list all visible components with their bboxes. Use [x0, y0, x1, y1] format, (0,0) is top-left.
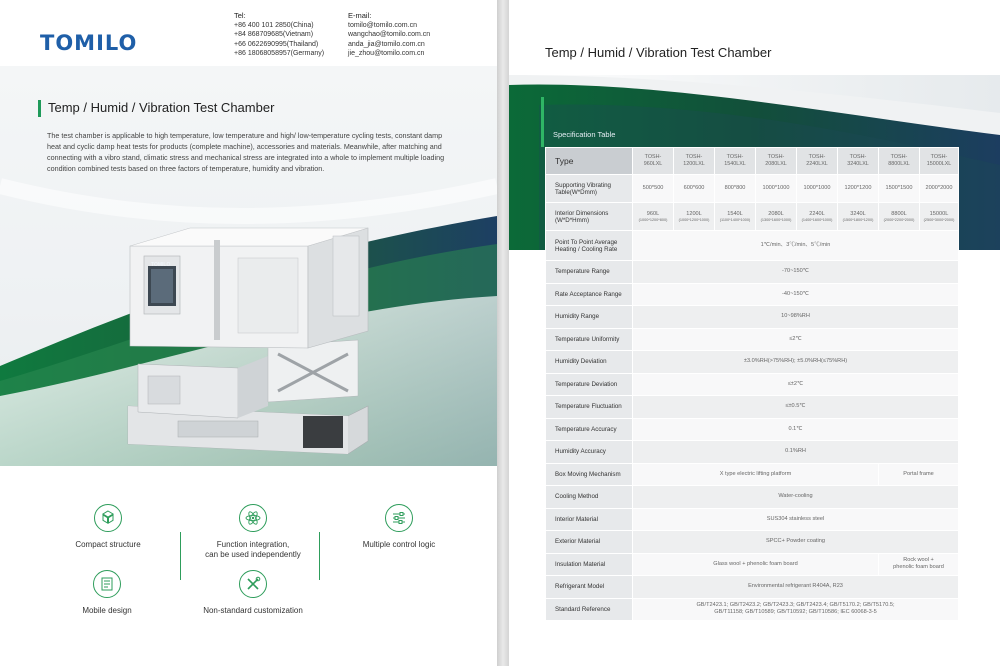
param-name: Humidity Accuracy	[546, 441, 633, 464]
param-name: Interior Dimensions (W*D*Hmm)	[546, 203, 633, 231]
machine-brand-label: TOMILO	[151, 262, 171, 268]
table-row	[546, 283, 959, 306]
list-icon	[93, 570, 121, 598]
value-cell: 1200L (1000*1200*1000)	[674, 203, 715, 231]
param-name: Exterior Material	[546, 531, 633, 554]
value-cell: 8800L (2000*2200*2000)	[879, 203, 920, 231]
param-name: Cooling Method	[546, 486, 633, 509]
table-row	[546, 373, 959, 396]
value-cell: Glass wool + phenolic foam board	[633, 553, 879, 576]
param-name: Humidity Deviation	[546, 351, 633, 374]
param-name: Point To Point Average Heating / Cooling Rate	[546, 231, 633, 261]
value-cell: 1000*1000	[756, 175, 797, 203]
param-name: Supporting Vibrating Table(W*Dmm)	[546, 175, 633, 203]
param-name: Temperature Fluctuation	[546, 396, 633, 419]
param-name: Box Moving Mechanism	[546, 463, 633, 486]
value-cell: GB/T2423.1; GB/T2423.2; GB/T2423.3; GB/T2423.4; GB/T5170.2; GB/T5170.5; GB/T11158; GB/T10589; GB/T10592; GB/T10586; IEC 60068-3-5	[633, 598, 959, 621]
table-row	[546, 553, 959, 576]
feature-divider	[319, 532, 320, 580]
param-name: Rate Acceptance Range	[546, 283, 633, 306]
email-block	[348, 11, 430, 59]
feature-non-standard	[193, 570, 313, 616]
tel-block	[234, 11, 324, 59]
param-name: Temperature Range	[546, 261, 633, 284]
table-row	[546, 598, 959, 621]
table-row	[546, 531, 959, 554]
value-cell: 15000L (2500*3000*2000)	[920, 203, 959, 231]
features-section	[0, 466, 497, 666]
tel-line: +86 18068058957(Germany)	[234, 50, 325, 57]
value-cell: 2000*2000	[920, 175, 959, 203]
model-cell: TOSH- 2080LXL	[756, 148, 797, 175]
tools-icon	[239, 570, 267, 598]
spec-table	[545, 147, 959, 621]
tel-label: Tel:	[234, 11, 246, 20]
value-cell: 1500*1500	[879, 175, 920, 203]
feature-function-integration	[193, 504, 313, 560]
feature-divider	[180, 532, 181, 580]
table-row	[546, 231, 959, 261]
value-cell: X type electric lifting platform	[633, 463, 879, 486]
model-cell: TOSH- 2240LXL	[797, 148, 838, 175]
tel-line: +66 0622690995(Thailand)	[234, 40, 319, 48]
feature-mobile-design	[57, 570, 157, 616]
value-cell: 10~98%RH	[633, 306, 959, 329]
value-cell: 0.1℃	[633, 418, 959, 441]
title-accent-bar	[38, 100, 41, 117]
model-cell: TOSH- 1200LXL	[674, 148, 715, 175]
atom-icon	[239, 504, 267, 532]
value-cell: Water-cooling	[633, 486, 959, 509]
model-cell: TOSH- 15000LXL	[920, 148, 959, 175]
table-row	[546, 261, 959, 284]
page-fold	[497, 0, 509, 666]
table-row	[546, 396, 959, 419]
left-page	[0, 0, 497, 666]
spec-page-title: Temp / Humid / Vibration Test Chamber	[545, 45, 772, 60]
param-name: Interior Material	[546, 508, 633, 531]
tel-line: +86 400 101 2850(China)	[234, 21, 314, 29]
value-cell: 2240L (1400*1600*1000)	[797, 203, 838, 231]
feature-label: Compact structure	[75, 540, 141, 549]
email-line: wangchao@tomilo.com.cn	[348, 31, 431, 38]
value-cell: 500*500	[633, 175, 674, 203]
param-name: Type	[546, 148, 633, 175]
value-cell: Portal frame	[879, 463, 959, 486]
email-line: anda_jia@tomilo.com.cn	[348, 40, 425, 48]
param-name: Standard Reference	[546, 598, 633, 621]
table-row	[546, 486, 959, 509]
table-row	[546, 306, 959, 329]
hero-title: Temp / Humid / Vibration Test Chamber	[48, 100, 275, 115]
table-row	[546, 175, 959, 203]
table-row	[546, 463, 959, 486]
feature-label: Function integration, can be used independently	[205, 540, 301, 559]
feature-label: Non-standard customization	[203, 606, 303, 615]
value-cell: SUS304 stainless steel	[633, 508, 959, 531]
value-cell: ±3.0%RH(>75%RH); ±5.0%RH(≤75%RH)	[633, 351, 959, 374]
value-cell: ≤2℃	[633, 328, 959, 351]
value-cell: 2080L (1300*1600*1000)	[756, 203, 797, 231]
param-name: Insulation Material	[546, 553, 633, 576]
param-name: Temperature Accuracy	[546, 418, 633, 441]
param-name: Refrigerant Model	[546, 576, 633, 599]
model-cell: TOSH- 8800LXL	[879, 148, 920, 175]
value-cell: Rock wool + phenolic foam board	[879, 553, 959, 576]
value-cell: -40~150℃	[633, 283, 959, 306]
table-row	[546, 508, 959, 531]
value-cell: 600*600	[674, 175, 715, 203]
value-cell: 800*800	[715, 175, 756, 203]
table-row	[546, 576, 959, 599]
email-line: tomilo@tomilo.com.cn	[348, 21, 417, 29]
email-line: jie_zhou@tomilo.com.cn	[348, 50, 425, 57]
model-cell: TOSH- 1540LXL	[715, 148, 756, 175]
table-row	[546, 203, 959, 231]
feature-label: Multiple control logic	[362, 540, 436, 549]
hero-section	[0, 66, 497, 466]
table-row	[546, 351, 959, 374]
param-name: Humidity Range	[546, 306, 633, 329]
param-name: Temperature Uniformity	[546, 328, 633, 351]
spec-table-header: Specification Table	[553, 130, 616, 139]
value-cell: ≤±2℃	[633, 373, 959, 396]
value-cell: 1000*1000	[797, 175, 838, 203]
value-cell: -70~150℃	[633, 261, 959, 284]
value-cell: 0.1%RH	[633, 441, 959, 464]
param-name: Temperature Deviation	[546, 373, 633, 396]
table-row	[546, 441, 959, 464]
feature-multiple-control	[344, 504, 454, 550]
sliders-icon	[385, 504, 413, 532]
feature-label: Mobile design	[82, 606, 132, 615]
value-cell: 3240L (1500*1800*1200)	[838, 203, 879, 231]
value-cell: SPCC+ Powder coating	[633, 531, 959, 554]
email-label: E-mail:	[348, 11, 372, 20]
value-cell: 1℃/min、3℃/min、5℃/min	[633, 231, 959, 261]
tel-line: +84 868709685(Vietnam)	[234, 31, 314, 38]
cubes-icon	[94, 504, 122, 532]
value-cell: ≤±0.5℃	[633, 396, 959, 419]
chamber-illustration	[118, 216, 378, 466]
table-row	[546, 328, 959, 351]
right-page	[509, 0, 1000, 666]
brand-logo: TOMILO	[40, 31, 138, 55]
model-cell: TOSH- 3240LXL	[838, 148, 879, 175]
value-cell: 960L (1000*1200*800)	[633, 203, 674, 231]
value-cell: 1540L (1100*1400*1000)	[715, 203, 756, 231]
model-cell: TOSH- 960LXL	[633, 148, 674, 175]
hero-description: The test chamber is applicable to high temperature, low temperature and high/ low-temperature cycling tests, constant damp heat and cyclic damp heat tests for products (complete machine), accessories and materials. Meanwhile, after matching and connecting with a vibro stand, climatic stress and mechanical stress are integrated into a whole to implement multiple loading condition combined tests based on three factors of temperature, humidity and vibration.	[47, 131, 445, 173]
table-row	[546, 148, 959, 175]
value-cell: 1200*1200	[838, 175, 879, 203]
table-row	[546, 418, 959, 441]
feature-compact-structure	[58, 504, 158, 550]
value-cell: Environmental refrigerant R404A, R23	[633, 576, 959, 599]
